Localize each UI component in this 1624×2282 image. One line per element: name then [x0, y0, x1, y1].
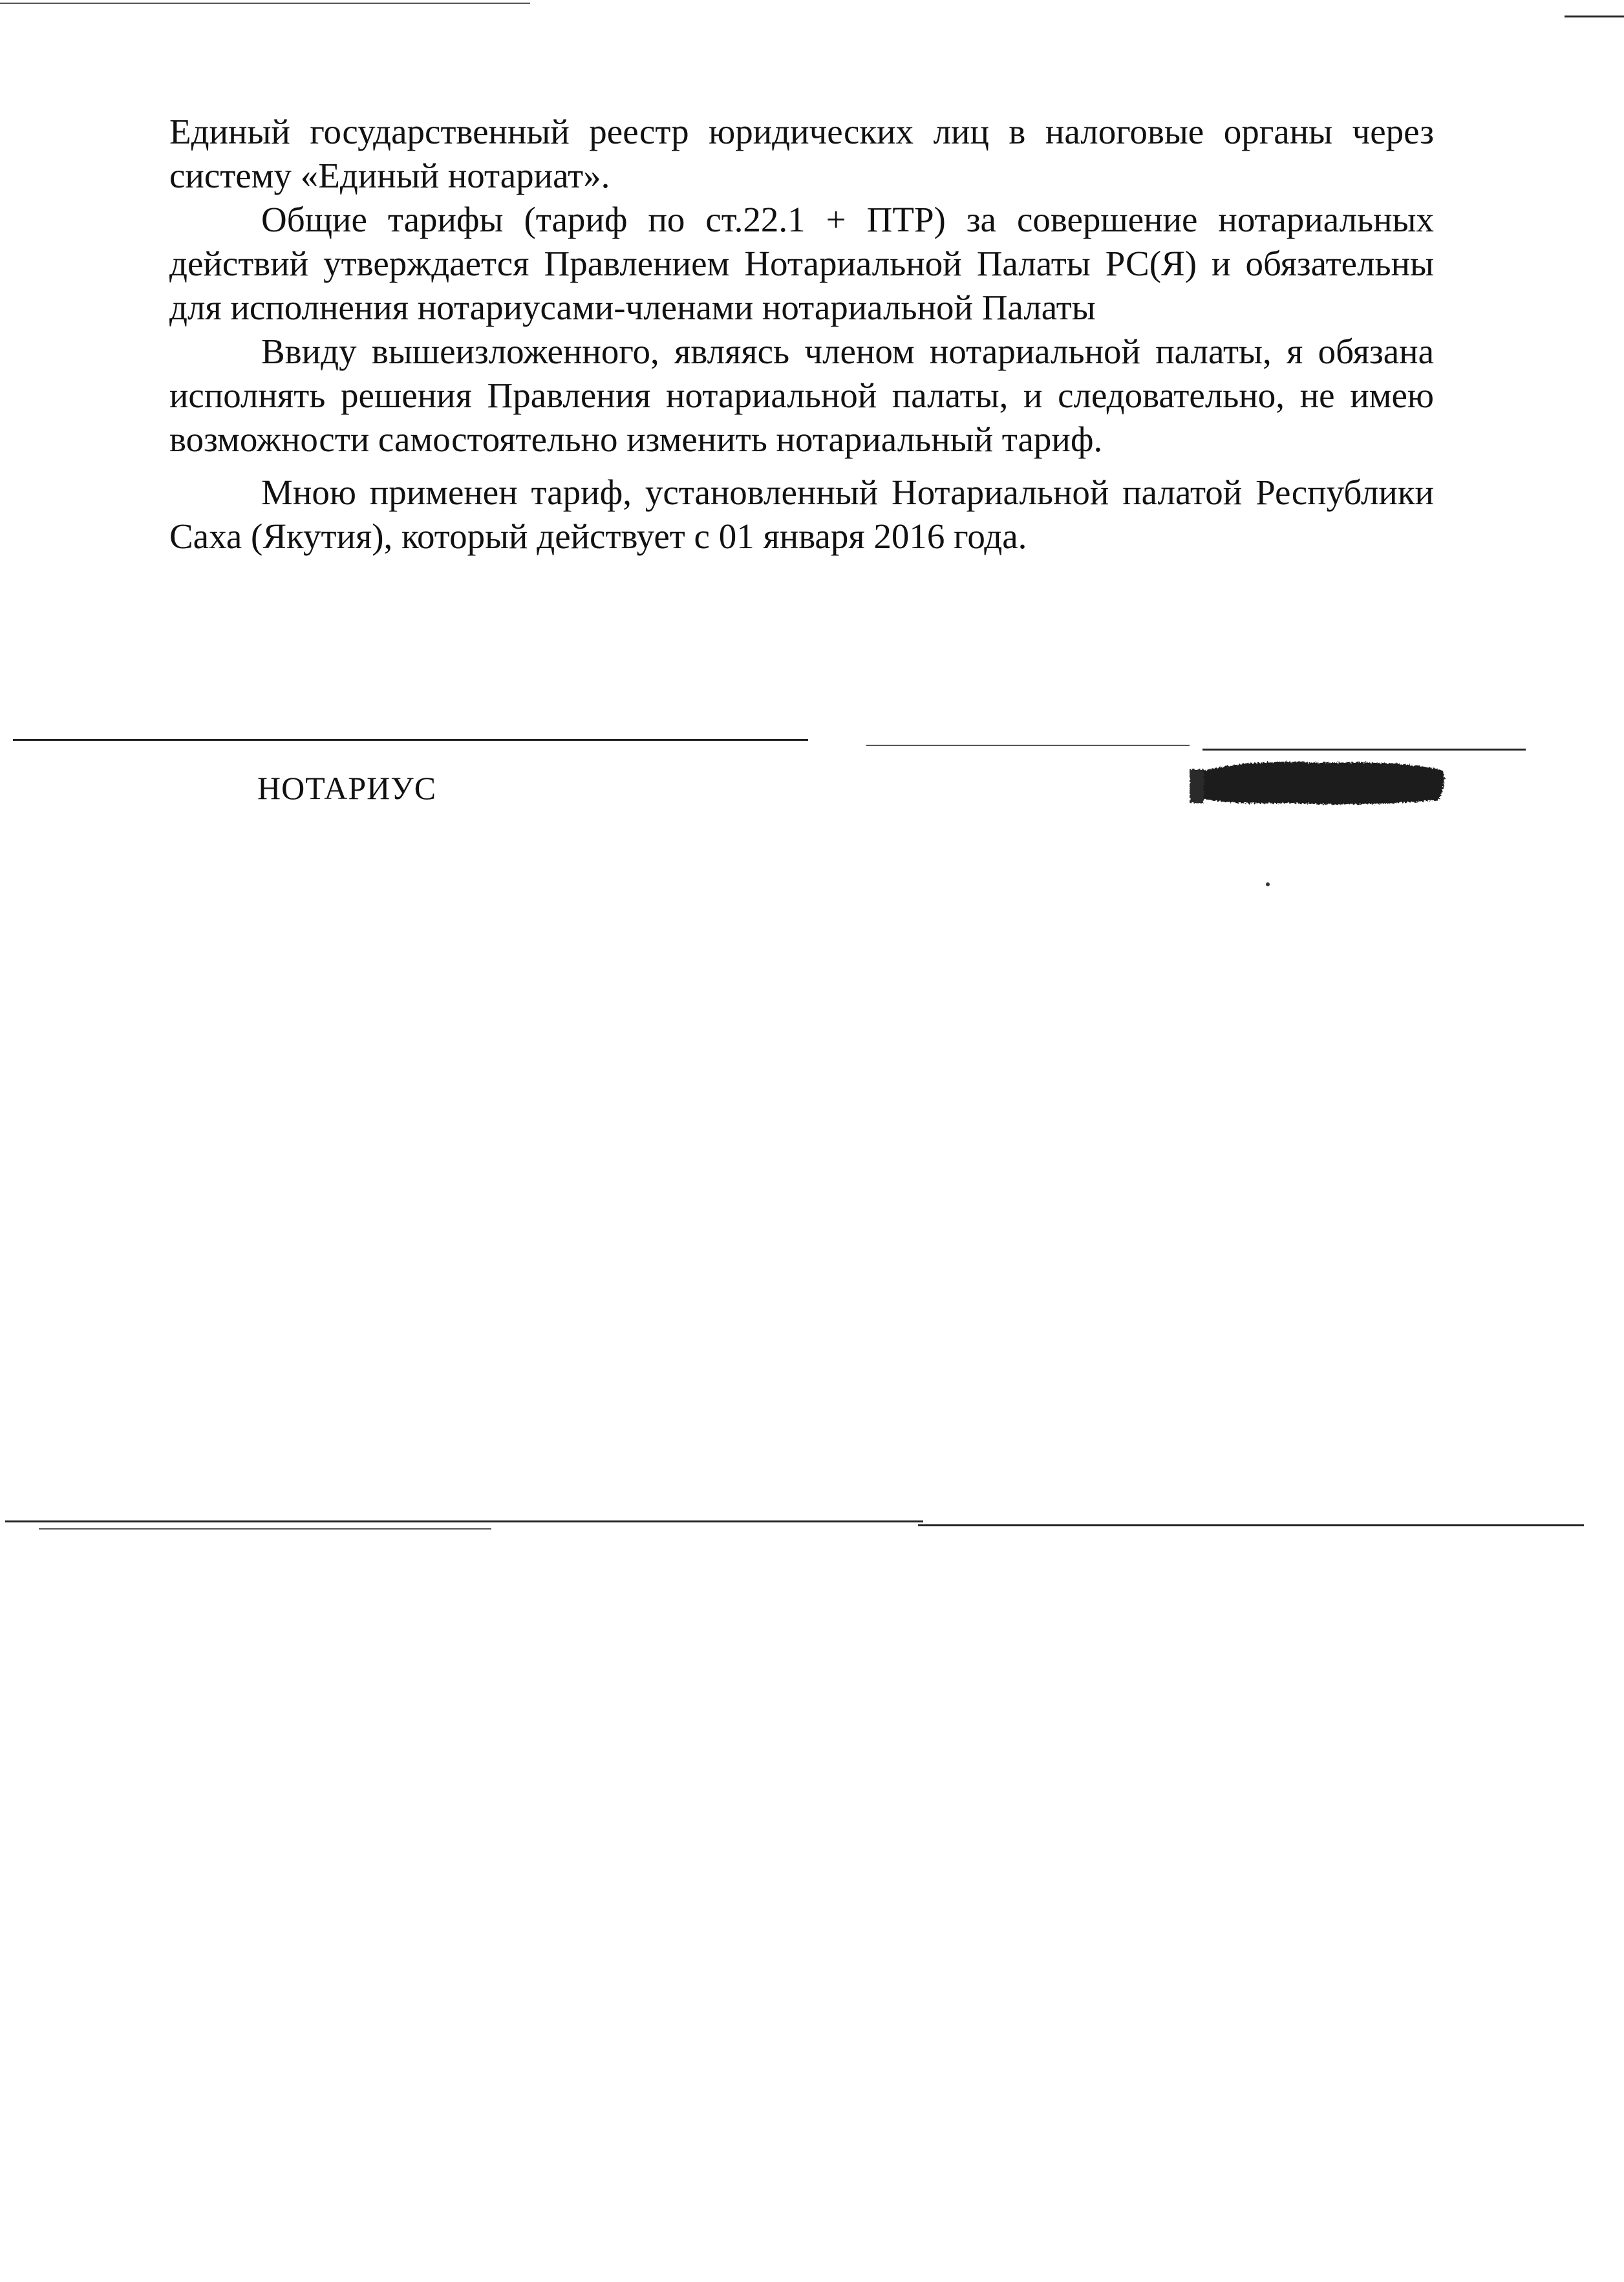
separator-line [866, 745, 1190, 746]
paragraph-obligation: Ввиду вышеизложенного, являясь членом нотариальной палаты, я обязана исполнять решения Правления нотариальной палаты, и следовательно, не имею возможности самостоятельно изменить нотариальный тариф. [169, 332, 1434, 459]
scan-artifact-line [1565, 16, 1624, 17]
scan-speck [1266, 882, 1270, 886]
fold-line [39, 1528, 491, 1530]
redacted-signature [1190, 758, 1448, 807]
scan-artifact-line [0, 3, 530, 4]
separator-line [1202, 749, 1526, 751]
paragraph-applied-tariff: Мною применен тариф, установленный Нотариальной палатой Республики Саха (Якутия), который действует с 01 января 2016 года. [169, 473, 1434, 556]
document-body [169, 110, 1434, 559]
notary-label: НОТАРИУС [257, 770, 437, 806]
separator-line [13, 739, 808, 741]
fold-line [5, 1520, 923, 1522]
paragraph-registry: Единый государственный реестр юридических лиц в налоговые органы через систему «Единый нотариат». [169, 112, 1434, 195]
paragraph-tariffs: Общие тарифы (тариф по ст.22.1 + ПТР) за совершение нотариальных действий утверждается Правлением Нотариальной Палаты РС(Я) и обязательны для исполнения нотариусами-членами нотариальной Палаты [169, 200, 1434, 327]
fold-line [918, 1524, 1584, 1526]
